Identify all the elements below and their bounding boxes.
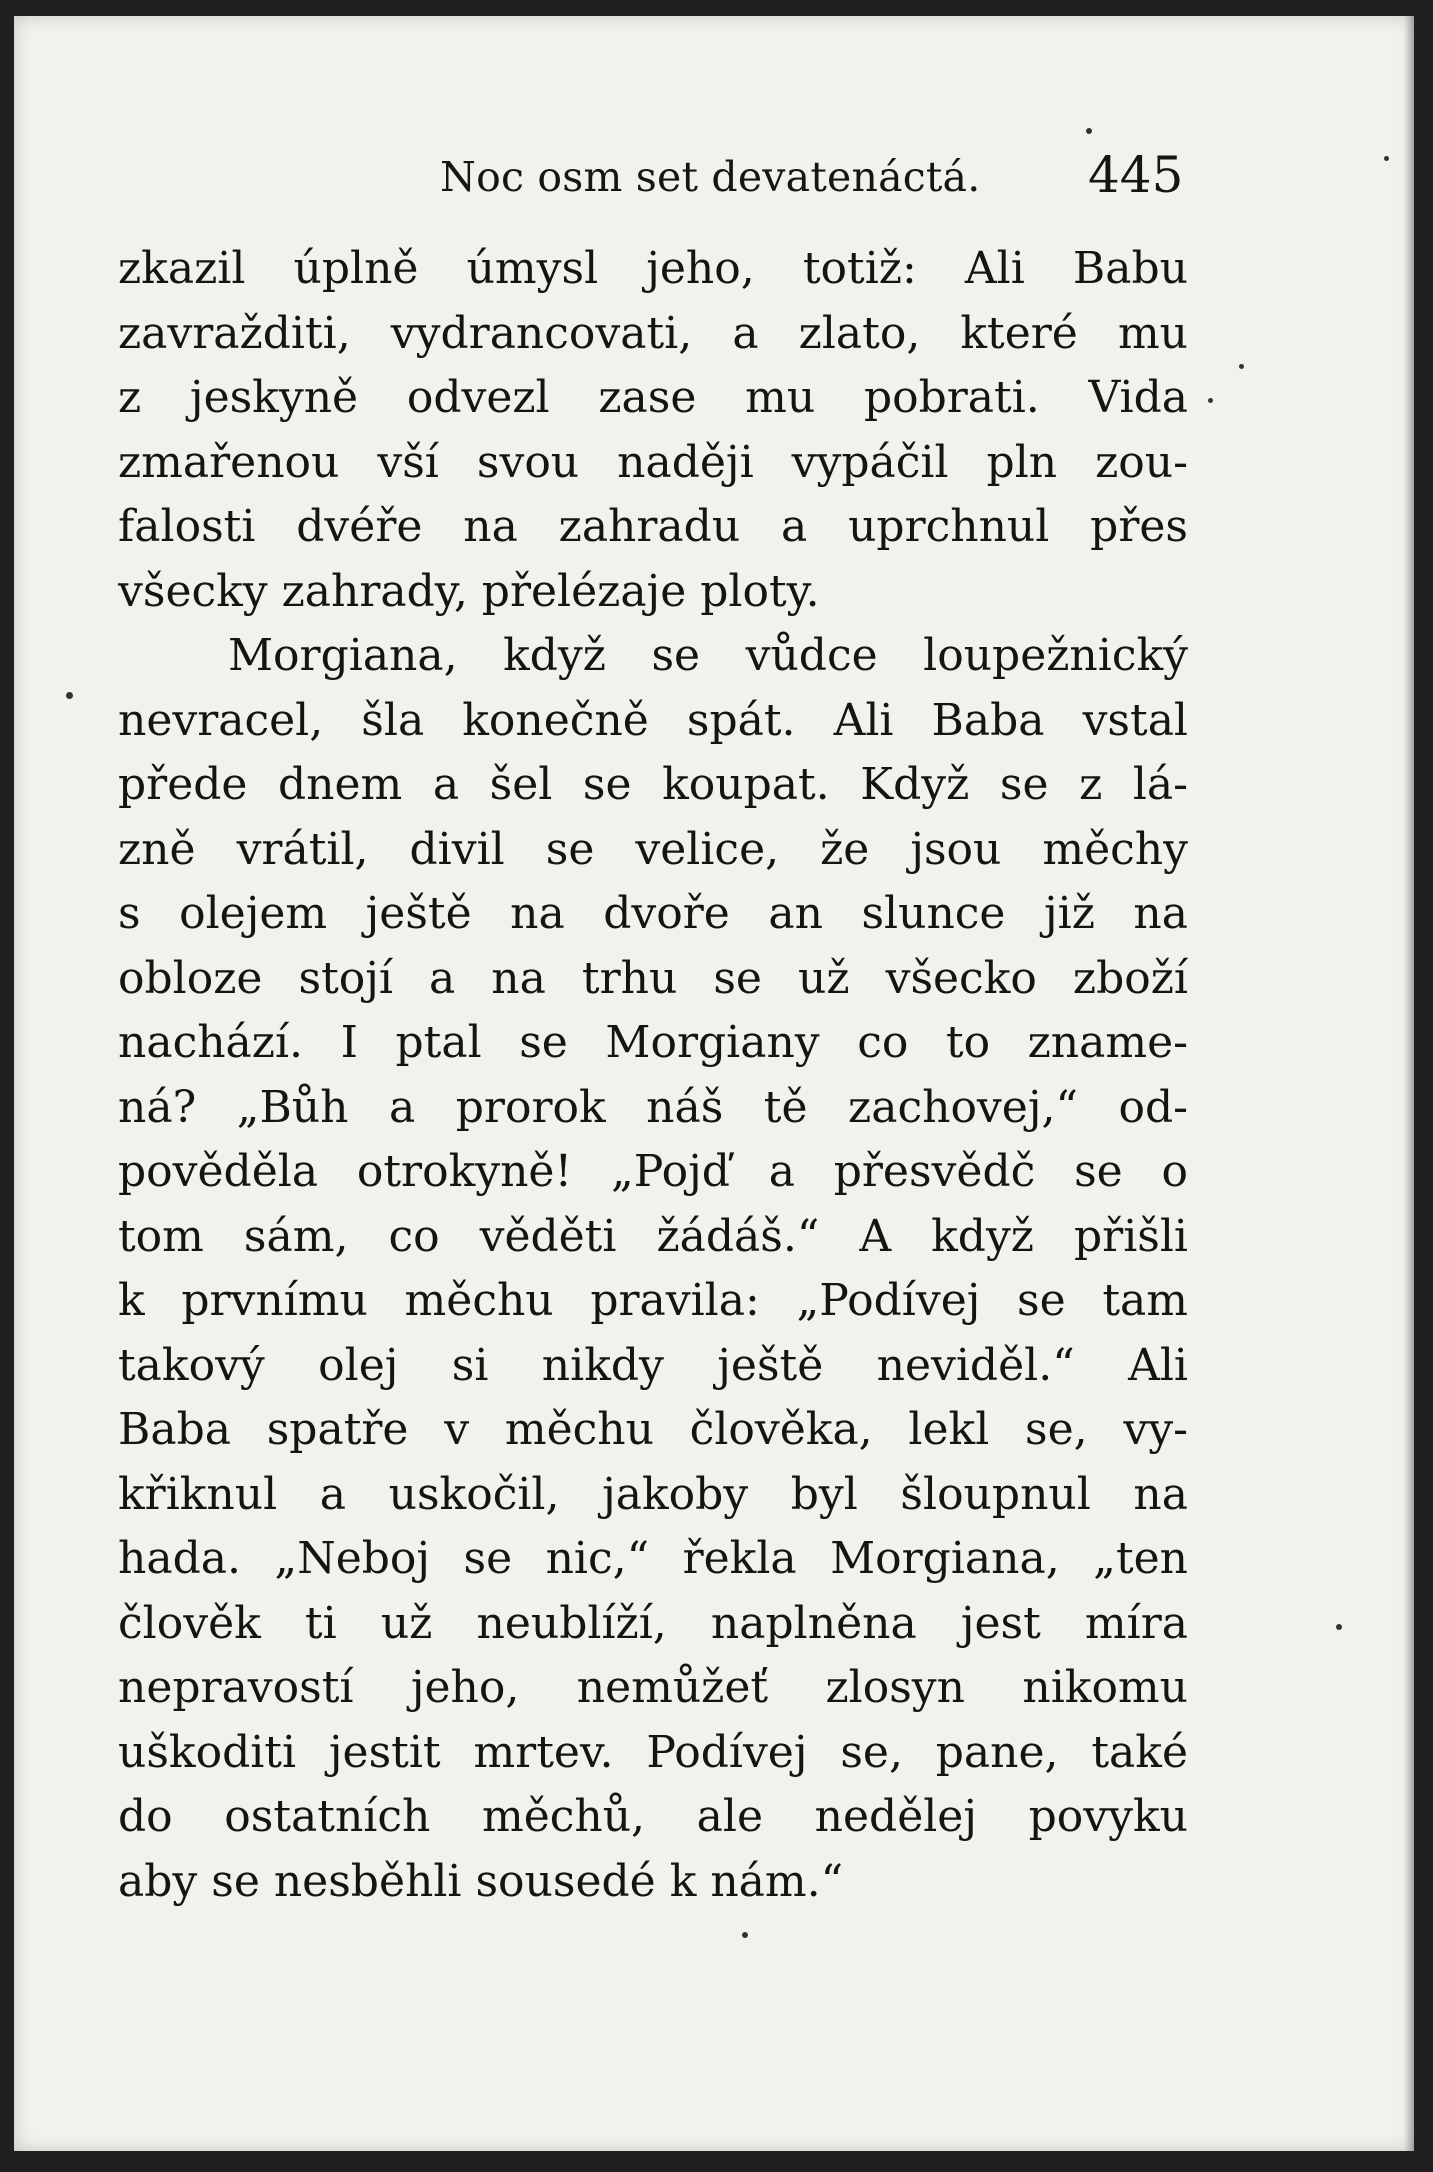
text-line: ná? „Bůh a prorok náš tě zachovej,“ od- (118, 1081, 1188, 1133)
text-line: Morgiana, když se vůdce loupežnický (228, 630, 1188, 681)
text-line: tom sám, co věděti žádáš.“ A když přišli (118, 1210, 1188, 1262)
text-line: nevracel, šla konečně spát. Ali Baba vstal (118, 694, 1188, 746)
running-title: Noc osm set devatenáctá. (440, 153, 981, 201)
page-number: 445 (1088, 146, 1184, 204)
text-line: zavražditi, vydrancovati, a zlato, které mu (118, 307, 1188, 359)
text-line: falosti dvéře na zahradu a uprchnul přes (118, 501, 1188, 552)
book-page (14, 16, 1414, 2151)
text-line: zmařenou vší svou naději vypáčil pln zou- (118, 436, 1188, 488)
text-line: nachází. I ptal se Morgiany co to zname- (118, 1017, 1188, 1068)
text-line: křiknul a uskočil, jakoby byl šloupnul na (118, 1468, 1188, 1520)
text-line: hada. „Neboj se nic,“ řekla Morgiana, „ten (118, 1533, 1188, 1584)
text-line: všecky zahrady, přelézaje ploty. (118, 565, 820, 617)
text-line: pověděla otrokyně! „Pojď a přesvědč se o (118, 1146, 1188, 1197)
text-line: přede dnem a šel se koupat. Když se z lá- (118, 759, 1188, 810)
text-line: obloze stojí a na trhu se už všecko zboží (118, 952, 1188, 1004)
ink-speck (1239, 364, 1244, 369)
text-line: zkazil úplně úmysl jeho, totiž: Ali Babu (118, 243, 1188, 294)
text-line: Baba spatře v měchu člověka, lekl se, vy- (118, 1404, 1188, 1455)
ink-speck (742, 1932, 748, 1938)
text-line: k prvnímu měchu pravila: „Podívej se tam (118, 1275, 1188, 1326)
text-line: s olejem ještě na dvoře an slunce již na (118, 888, 1188, 939)
text-line: uškoditi jestit mrtev. Podívej se, pane, také (118, 1726, 1188, 1778)
ink-speck (1086, 128, 1092, 134)
ink-speck (1384, 156, 1389, 161)
text-line: z jeskyně odvezl zase mu pobrati. Vida (118, 372, 1188, 423)
text-line: do ostatních měchů, ale nedělej povyku (118, 1791, 1188, 1842)
text-line: zně vrátil, divil se velice, že jsou měchy (118, 823, 1188, 875)
ink-speck (66, 692, 73, 699)
ink-speck (1336, 1624, 1342, 1630)
text-line: aby se nesběhli sousedé k nám.“ (118, 1855, 844, 1907)
text-line: takový olej si nikdy ještě neviděl.“ Ali (118, 1339, 1188, 1391)
text-line: člověk ti už neublíží, naplněna jest míra (118, 1597, 1188, 1649)
body-text (118, 237, 1188, 1914)
ink-speck (1208, 398, 1213, 403)
text-line: nepravostí jeho, nemůžeť zlosyn nikomu (118, 1662, 1188, 1713)
